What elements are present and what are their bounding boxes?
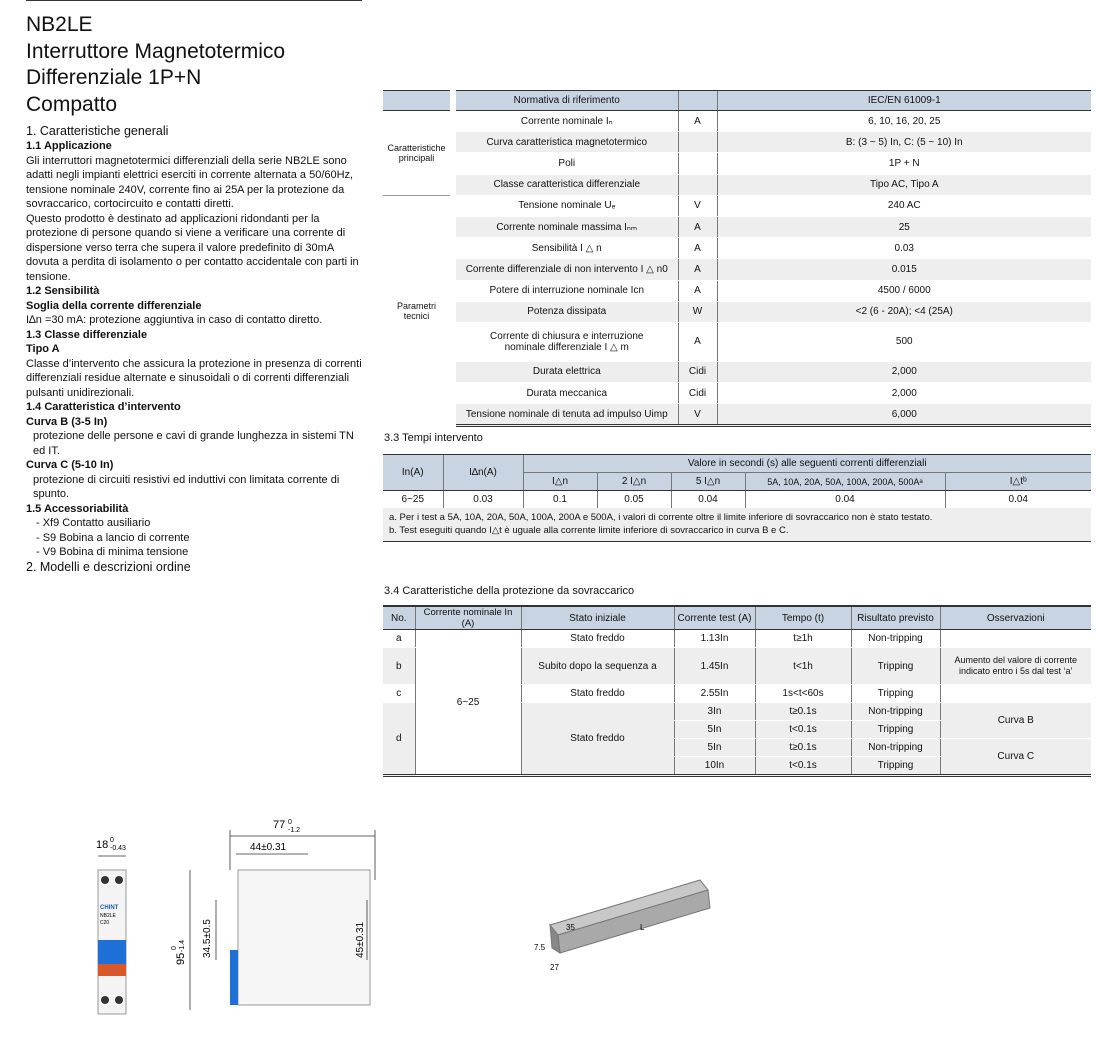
cell: Non-tripping [851,630,940,648]
model-label: NB2LE [100,913,116,919]
spec-row-unit: A [678,280,717,301]
range-cell: 6~25 [415,630,521,776]
spec-row-unit: Cidi [678,361,717,382]
row-no: b [383,648,415,685]
spec-row-value: 4500 / 6000 [717,280,1091,301]
cell: Aumento del valore di corrente indicato entro i 5s dal test ‘a’ [940,648,1091,685]
dimension-drawings [80,819,730,1030]
subsection-heading: 1.3 Classe differenziale [26,328,148,341]
spec-row-value: B: (3 ~ 5) In, C: (5 ~ 10) In [717,132,1091,153]
title-line-4: Compatto [26,92,118,116]
depth-tol-dn: -1.2 [288,827,301,834]
cell: 5In [674,721,755,739]
row-no: d [383,703,415,776]
sub-col: 2 I△n [597,473,671,491]
spec-row-name: Potere di interruzione nominale Icn [456,280,678,301]
spec-row-name: Corrente nominale Iₙ [456,111,678,132]
paragraph: protezione di circuiti resistivi ed induttivi con limitata corrente di spunto. [33,473,340,500]
title-line-3: Differenziale 1P+N [26,66,202,89]
rating-label: C20 [100,920,110,926]
spec-row-value: 6, 10, 16, 20, 25 [717,111,1091,132]
cell: Stato freddo [521,630,674,648]
subsection-heading: 1.4 Caratteristica d’intervento [26,401,181,413]
subsection-heading: 1.2 Sensibilità [26,285,100,297]
spec-row-name: Durata meccanica [456,383,678,404]
spec-header-value: IEC/EN 61009-1 [717,91,1091,111]
col-no: No. [383,606,415,630]
cell: Subito dopo la sequenza a [521,648,674,685]
spec-row-value: 240 AC [717,195,1091,216]
spec-row-value: 1P + N [717,153,1091,174]
brand-logo: CHINT [100,905,119,911]
spec-row-name: Classe caratteristica differenziale [456,174,678,195]
trip-time-table [383,454,1091,509]
table-notes [383,508,1091,542]
front-view [96,837,126,1014]
cell [940,685,1091,703]
rail-75: 7.5 [534,943,546,952]
spec-row-value: 2,000 [717,361,1091,382]
cell: 0.05 [597,491,671,509]
depth-44: 44±0.31 [250,842,287,853]
cell: 0.1 [523,491,597,509]
row-no: a [383,630,415,648]
cell: t<1h [755,648,851,685]
sub-col: 5 I△n [671,473,745,491]
col-idn: I∆n(A) [443,455,523,491]
overload-table [383,605,1091,777]
spec-row-unit [678,174,717,195]
spec-group-label: Caratteristiche principali [383,111,450,196]
din-rail [534,880,710,972]
rail-27: 27 [550,963,559,972]
spec-row-value: 0.03 [717,238,1091,259]
paragraph: protezione delle persone e cavi di grande lunghezza in sistemi TN ed IT. [33,430,354,457]
cell: 2.55In [674,685,755,703]
spec-row-unit: A [678,111,717,132]
col-values: Valore in secondi (s) alle seguenti correnti differenziali [523,455,1091,473]
section-heading: 1. Caratteristiche generali [26,124,169,138]
general-characteristics [26,124,362,574]
paragraph: I∆n =30 mA: protezione aggiuntiva in caso di contatto diretto. [26,314,323,326]
spec-row-name: Poli [456,153,678,174]
cell: 1s<t<60s [755,685,851,703]
cell: 1.13In [674,630,755,648]
side-view [171,819,375,1010]
cell: t≥0.1s [755,703,851,721]
cell [940,630,1091,648]
width-tol-up: 0 [110,837,114,844]
subsection-heading: 1.5 Accessoriabilità [26,502,129,515]
subsection-subheading: Curva B (3-5 In) [26,415,108,428]
cell: t<0.1s [755,757,851,776]
cell: Tripping [851,685,940,703]
spec-row-name: Sensibilità I △ n [456,238,678,259]
spec-row-unit: A [678,322,717,361]
accessory-item: - Xf9 Contatto ausiliario [36,517,151,529]
cell: Tripping [851,757,940,776]
cell: t≥0.1s [755,739,851,757]
spec-row-name: Corrente nominale massima Iₙₘ [456,216,678,237]
cell: 0.04 [671,491,745,509]
top-rule [26,0,362,1]
spec-row-unit [678,153,717,174]
spec-row-value: 2,000 [717,383,1091,404]
spec-group-label: Parametri tecnici [383,195,450,426]
cell: 0.03 [443,491,523,509]
width-label: 18 [96,839,109,851]
rail-length: L [640,923,645,932]
spec-row-unit: A [678,216,717,237]
depth-label: 77 [273,819,286,831]
note-b: b. Test eseguiti quando I△t è uguale alla corrente limite inferiore di sovraccarico in curva B e C. [389,524,789,536]
spec-row-name: Corrente differenziale di non intervento I △ n0 [456,259,678,280]
cell: Curva C [940,739,1091,776]
col-test: Corrente test (A) [674,606,755,630]
spec-row-unit: Cidi [678,383,717,404]
spec-header-unit [678,91,717,111]
height-label: 95 [175,952,187,965]
subsection-subheading: Tipo A [26,343,60,355]
spec-row-unit: V [678,404,717,426]
title-line-2: Interruttore Magnetotermico [26,39,286,63]
paragraph: Classe d’intervento che assicura la protezione in presenza di correnti differenziali residue alternate e sinusoidali o di correnti differenziali pulsanti unidirezionali. [26,357,362,399]
col-notes: Osservazioni [940,606,1091,630]
cell: Non-tripping [851,703,940,721]
spec-row-value: 25 [717,216,1091,237]
cell: 0.04 [745,491,945,509]
spec-row-name: Tensione nominale di tenuta ad impulso Uimp [456,404,678,426]
cell: Stato freddo [521,685,674,703]
width-tol-dn: -0.43 [110,845,126,852]
spec-row-unit: V [678,195,717,216]
section-heading-cut: 2. Modelli e descrizioni ordine [26,559,191,574]
height-34: 34.5±0.5 [202,919,213,958]
accessory-item: - V9 Bobina di minima tensione [36,546,189,558]
cell: Tripping [851,648,940,685]
col-in: Corrente nominale In (A) [415,606,521,630]
height-tol-up: 0 [171,946,178,950]
sub-col: I△tᵇ [945,473,1091,491]
subsection-subheading: Soglia della corrente differenziale [26,299,202,312]
spec-header-name: Normativa di riferimento [456,91,678,111]
height-tol-dn: -1.4 [179,939,186,952]
cell: t≥1h [755,630,851,648]
spec-row-name: Durata elettrica [456,361,678,382]
spec-row-unit [678,132,717,153]
sub-col: I△n [523,473,597,491]
spec-row-name: Curva caratteristica magnetotermico [456,132,678,153]
cell: 3In [674,703,755,721]
rail-35: 35 [566,923,575,932]
spec-row-name: Tensione nominale Uₑ [456,195,678,216]
section-title-3-4: 3.4 Caratteristiche della protezione da sovraccarico [384,585,635,597]
cell: Non-tripping [851,739,940,757]
spec-row-value: 6,000 [717,404,1091,426]
paragraph: Gli interruttori magnetotermici differenziali della serie NB2LE sono adatti negli impianti elettrici eserciti in corrente alternata a 50/60Hz, tensione nominale 240V, corrente fino ai 25A per la protezione da sovraccarico, cortocircuito e contatti diretti. [26,154,354,210]
cell: Stato freddo [521,703,674,776]
spec-row-unit: A [678,238,717,259]
spec-row-name: Potenza dissipata [456,301,678,322]
note-a: a. Per i test a 5A, 10A, 20A, 50A, 100A, 200A e 500A, i valori di corrente oltre il limite inferiore di sovraccarico non è stato testato. [389,512,933,523]
col-time: Tempo (t) [755,606,851,630]
col-in: In(A) [383,455,443,491]
spec-row-value: 0.015 [717,259,1091,280]
section-title-3-3: 3.3 Tempi intervento [384,432,483,444]
col-result: Risultato previsto [851,606,940,630]
spec-row-value: 500 [717,322,1091,361]
sub-col: 5A, 10A, 20A, 50A, 100A, 200A, 500Aᵃ [745,473,945,491]
spec-row-unit: A [678,259,717,280]
cell: 1.45In [674,648,755,685]
spec-row-value: Tipo AC, Tipo A [717,174,1091,195]
paragraph: Questo prodotto è destinato ad applicazioni ridondanti per la protezione di persone quando si viene a verificare una corrente di dispersione verso terra che supera il valore predefinito di 30mA dovuta a perdita di isolamento o per contatto accidentale con parti in tensione. [26,212,359,283]
cell: 0.04 [945,491,1091,509]
spec-table [383,90,1091,427]
title-line-1: NB2LE [26,13,93,36]
page-title [26,12,285,118]
accessory-item: - S9 Bobina a lancio di corrente [36,531,190,544]
subsection-subheading: Curva C (5-10 In) [26,459,114,471]
subsection-heading: 1.1 Applicazione [26,140,112,152]
cell: 6~25 [383,491,443,509]
height-45: 45±0.31 [355,921,366,958]
cell: 5In [674,739,755,757]
cell: t<0.1s [755,721,851,739]
cell: 10In [674,757,755,776]
spec-row-name: Corrente di chiusura e interruzione nominale differenziale I △ m [456,322,678,361]
spec-row-unit: W [678,301,717,322]
spec-header-blank [383,91,450,111]
row-no: c [383,685,415,703]
cell: Tripping [851,721,940,739]
spec-row-value: <2 (6 - 20A); <4 (25A) [717,301,1091,322]
col-state: Stato iniziale [521,606,674,630]
depth-tol-up: 0 [288,819,292,826]
cell: Curva B [940,703,1091,739]
